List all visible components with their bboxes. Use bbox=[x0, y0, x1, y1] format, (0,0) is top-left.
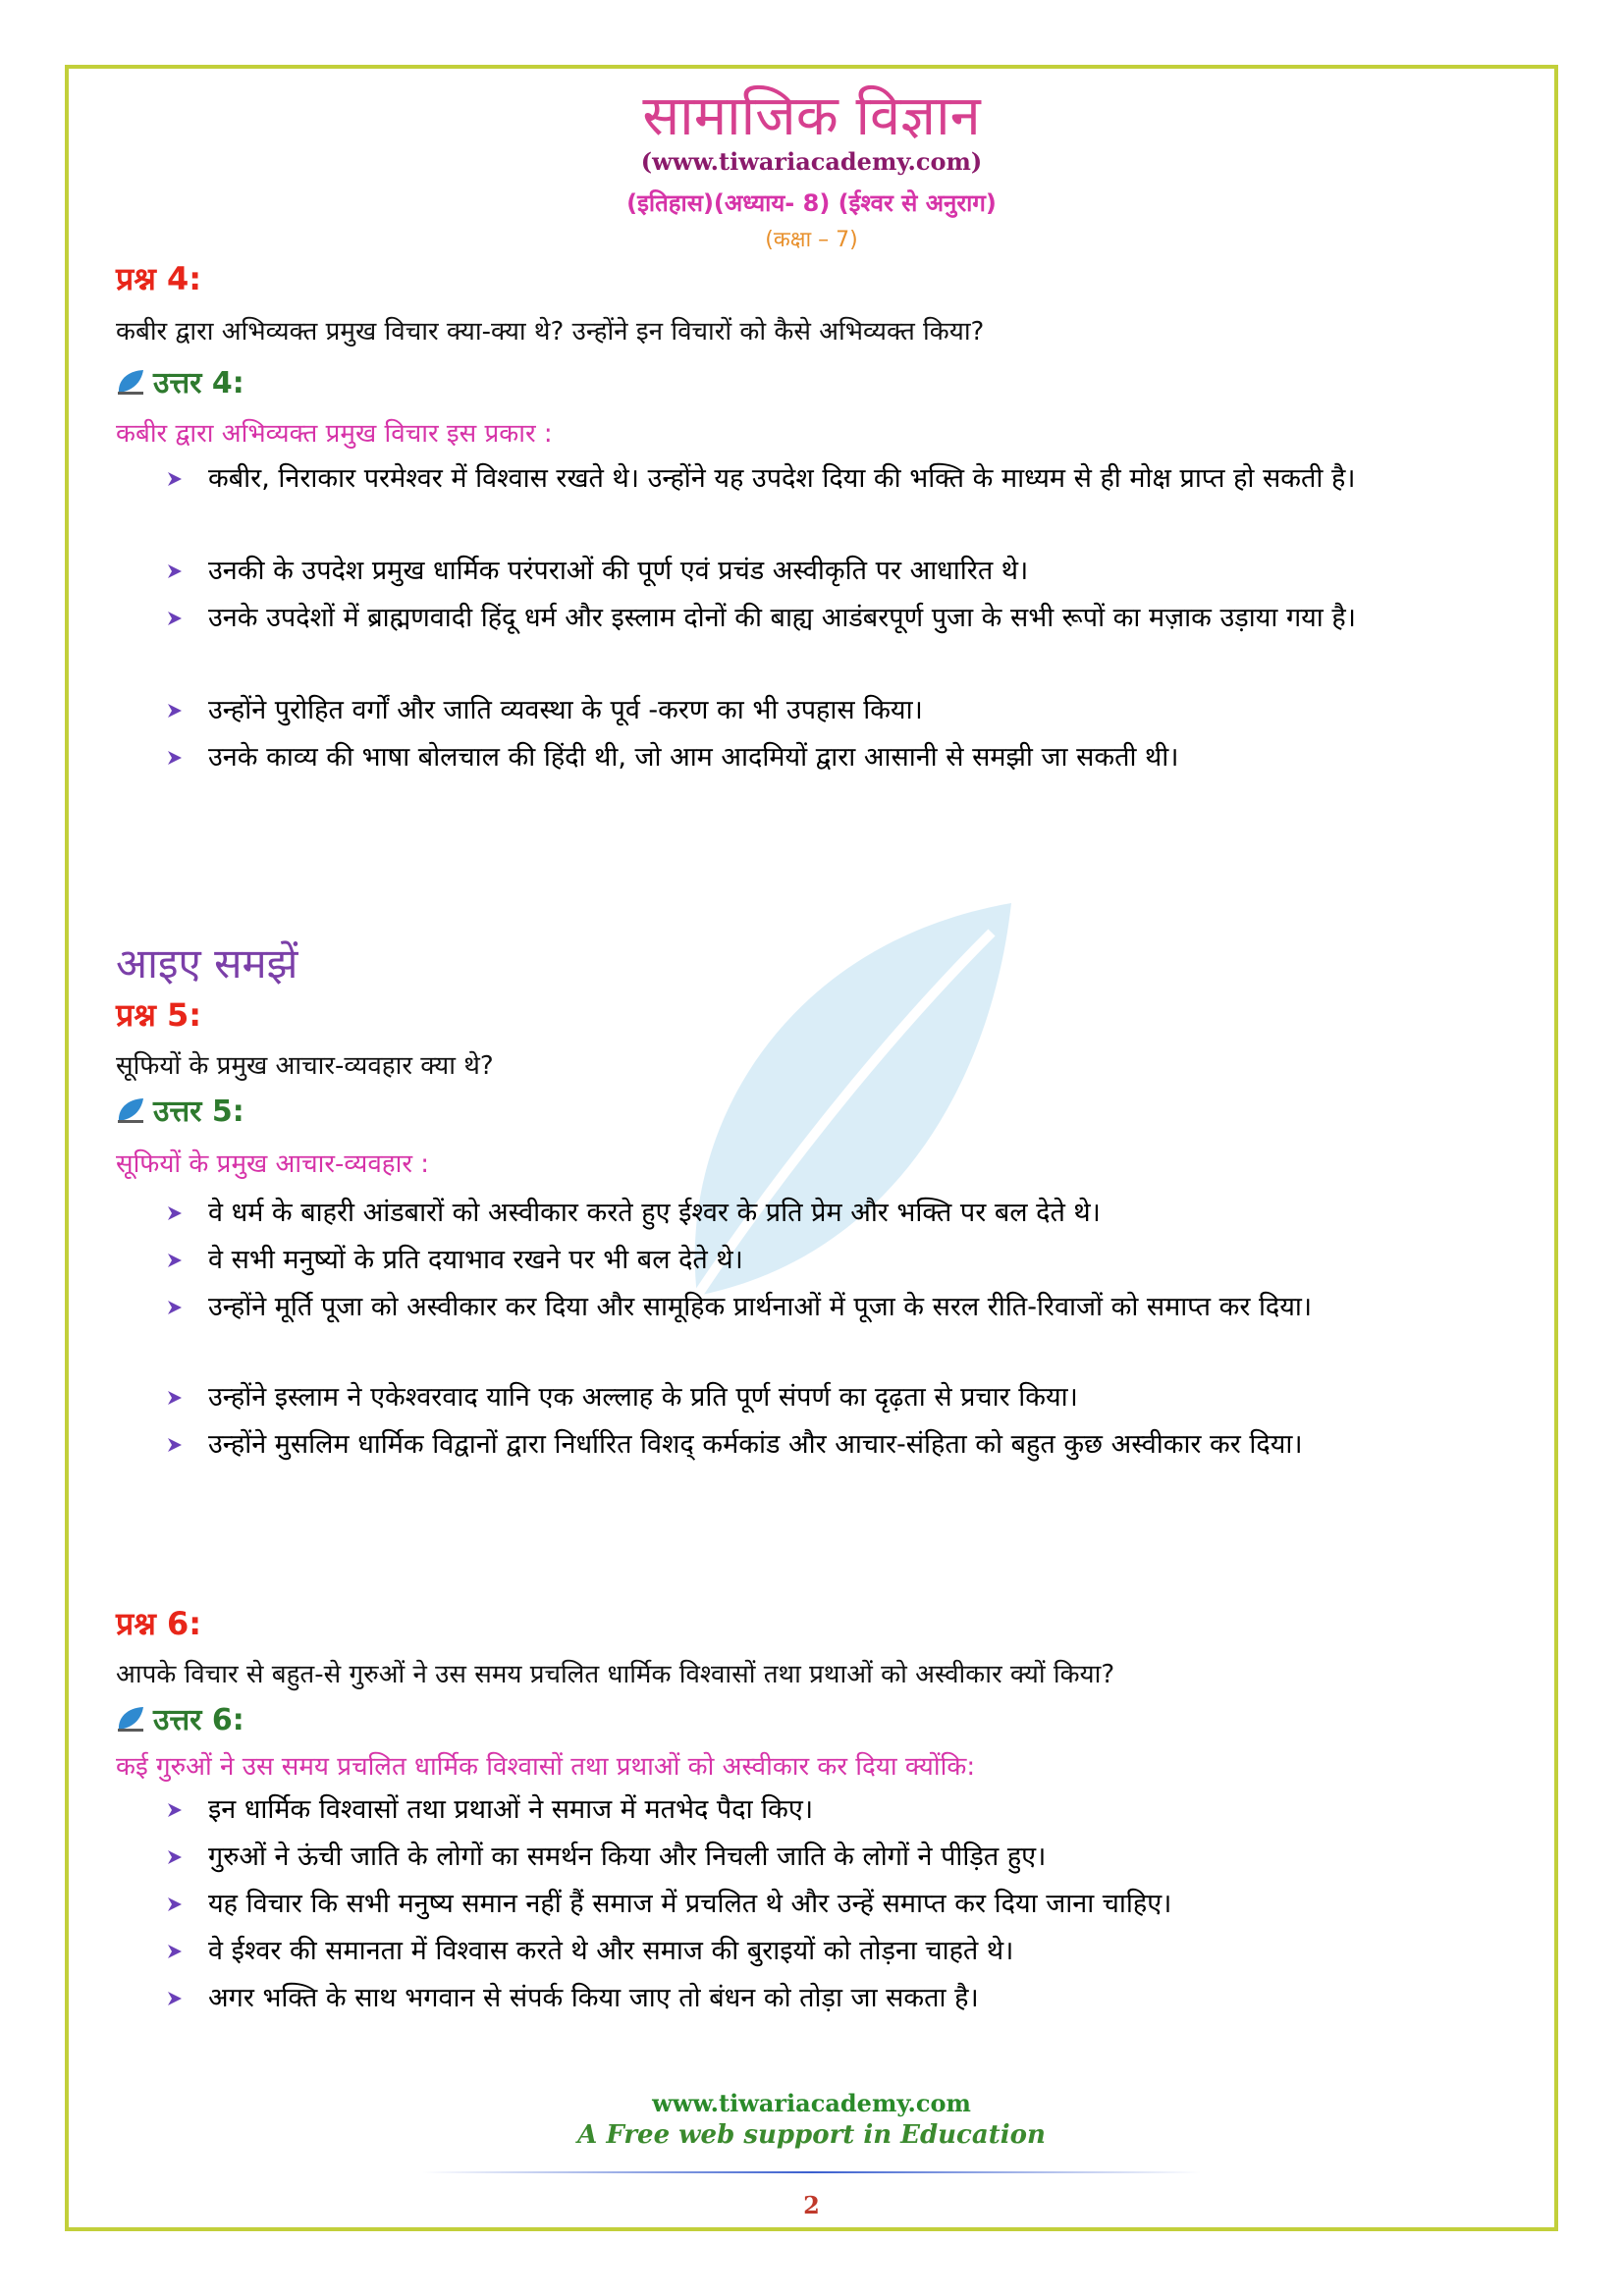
answer-6-label: उत्तर 6: bbox=[153, 1703, 244, 1737]
bullet-arrow-icon bbox=[165, 1286, 187, 1329]
answer-6-intro: कई गुरुओं ने उस समय प्रचलित धार्मिक विश्वासों तथा प्रथाओं को अस्वीकार कर दिया क्योंकि: bbox=[116, 1752, 976, 1782]
answer-4-label: उत्तर 4: bbox=[153, 366, 244, 400]
footer-divider bbox=[422, 2171, 1201, 2173]
leaf-logo-icon bbox=[116, 368, 145, 396]
answer-4-intro: कबीर द्वारा अभिव्यक्त प्रमुख विचार इस प्रकार : bbox=[116, 419, 553, 449]
page-number: 2 bbox=[803, 2191, 820, 2219]
answer-6-heading bbox=[116, 1698, 244, 1738]
list-item: वे धर्म के बाहरी आंडबारों को अस्वीकार करते हुए ईश्वर के प्रति प्रेम और भक्ति पर बल देते थे। bbox=[165, 1192, 1520, 1235]
header-site-link[interactable]: (www.tiwariacademy.com) bbox=[640, 147, 983, 176]
footer-tagline: A Free web support in Education bbox=[577, 2120, 1046, 2150]
bullet-arrow-icon bbox=[165, 1192, 187, 1235]
question-4-text: कबीर द्वारा अभिव्यक्त प्रमुख विचार क्या-क्या थे? उन्होंने इन विचारों को कैसे अभिव्यक्त किया? bbox=[116, 317, 985, 347]
list-item: यह विचार कि सभी मनुष्य समान नहीं हैं समाज में प्रचलित थे और उन्हें समाप्त कर दिया जाना चाहिए। bbox=[165, 1883, 1520, 1926]
bullet-arrow-icon bbox=[165, 597, 187, 640]
answer-5-intro: सूफियों के प्रमुख आचार-व्यवहार : bbox=[116, 1149, 430, 1179]
question-5-label: प्रश्न 5: bbox=[116, 996, 202, 1034]
list-item: कबीर, निराकार परमेश्वर में विश्वास रखते थे। उन्होंने यह उपदेश दिया की भक्ति के माध्यम से ही मोक्ष प्राप्त हो सकती है। bbox=[165, 457, 1520, 501]
bullet-arrow-icon bbox=[165, 1376, 187, 1419]
question-6-text: आपके विचार से बहुत-से गुरुओं ने उस समय प्रचलित धार्मिक विश्वासों तथा प्रथाओं को अस्वीकार क्यों किया? bbox=[116, 1660, 1115, 1689]
list-item: इन धार्मिक विश्वासों तथा प्रथाओं ने समाज में मतभेद पैदा किए। bbox=[165, 1789, 1520, 1832]
list-item: उन्होंने इस्लाम ने एकेश्वरवाद यानि एक अल्लाह के प्रति पूर्ण संपर्ण का दृढ़ता से प्रचार किया। bbox=[165, 1376, 1520, 1419]
list-item: अगर भक्ति के साथ भगवान से संपर्क किया जाए तो बंधन को तोड़ा जा सकता है। bbox=[165, 1977, 1520, 2020]
answer-5-label: उत्तर 5: bbox=[153, 1095, 244, 1129]
section-heading: आइए समझें bbox=[116, 939, 298, 988]
bullet-arrow-icon bbox=[165, 550, 187, 593]
question-5-text: सूफियों के प्रमुख आचार-व्यवहार क्या थे? bbox=[116, 1051, 494, 1081]
leaf-logo-icon bbox=[116, 1705, 145, 1733]
bullet-arrow-icon bbox=[165, 689, 187, 732]
question-6-label: प्रश्न 6: bbox=[116, 1605, 202, 1642]
bullet-arrow-icon bbox=[165, 1239, 187, 1282]
list-item: उन्होंने मूर्ति पूजा को अस्वीकार कर दिया और सामूहिक प्रार्थनाओं में पूजा के सरल रीति-रिवाजों को समाप्त कर दिया। bbox=[165, 1286, 1520, 1329]
leaf-logo-icon bbox=[116, 1096, 145, 1124]
list-item: उन्होंने मुसलिम धार्मिक विद्वानों द्वारा निर्धारित विशद् कर्मकांड और आचार-संहिता को बहुत कुछ अस्वीकार कर दिया। bbox=[165, 1423, 1520, 1467]
list-item: गुरुओं ने ऊंची जाति के लोगों का समर्थन किया और निचली जाति के लोगों ने पीड़ित हुए। bbox=[165, 1836, 1520, 1879]
bullet-arrow-icon bbox=[165, 1423, 187, 1467]
footer-site-link[interactable]: www.tiwariacademy.com bbox=[652, 2089, 971, 2117]
answer-5-heading bbox=[116, 1090, 244, 1130]
page-title: सामाजिक विज्ञान bbox=[642, 84, 981, 148]
question-4-label: प्रश्न 4: bbox=[116, 260, 202, 297]
list-item: उन्होंने पुरोहित वर्गों और जाति व्यवस्था के पूर्व -करण का भी उपहास किया। bbox=[165, 689, 1520, 732]
bullet-arrow-icon bbox=[165, 457, 187, 501]
chapter-subtitle: (इतिहास)(अध्याय- 8) (ईश्वर से अनुराग) bbox=[626, 189, 997, 217]
bullet-arrow-icon bbox=[165, 1836, 187, 1879]
class-label: (कक्षा – 7) bbox=[765, 228, 858, 252]
answer-4-heading bbox=[116, 361, 244, 401]
list-item: उनकी के उपदेश प्रमुख धार्मिक परंपराओं की पूर्ण एवं प्रचंड अस्वीकृति पर आधारित थे। bbox=[165, 550, 1520, 593]
bullet-arrow-icon bbox=[165, 736, 187, 779]
bullet-arrow-icon bbox=[165, 1883, 187, 1926]
list-item: उनके काव्य की भाषा बोलचाल की हिंदी थी, जो आम आदमियों द्वारा आसानी से समझी जा सकती थी। bbox=[165, 736, 1520, 779]
list-item: वे सभी मनुष्यों के प्रति दयाभाव रखने पर भी बल देते थे। bbox=[165, 1239, 1520, 1282]
bullet-arrow-icon bbox=[165, 1930, 187, 1973]
list-item: वे ईश्वर की समानता में विश्वास करते थे और समाज की बुराइयों को तोड़ना चाहते थे। bbox=[165, 1930, 1520, 1973]
bullet-arrow-icon bbox=[165, 1789, 187, 1832]
bullet-arrow-icon bbox=[165, 1977, 187, 2020]
list-item: उनके उपदेशों में ब्राह्मणवादी हिंदू धर्म और इस्लाम दोनों की बाह्य आडंबरपूर्ण पुजा के सभी रूपों का मज़ाक उड़ाया गया है। bbox=[165, 597, 1520, 640]
